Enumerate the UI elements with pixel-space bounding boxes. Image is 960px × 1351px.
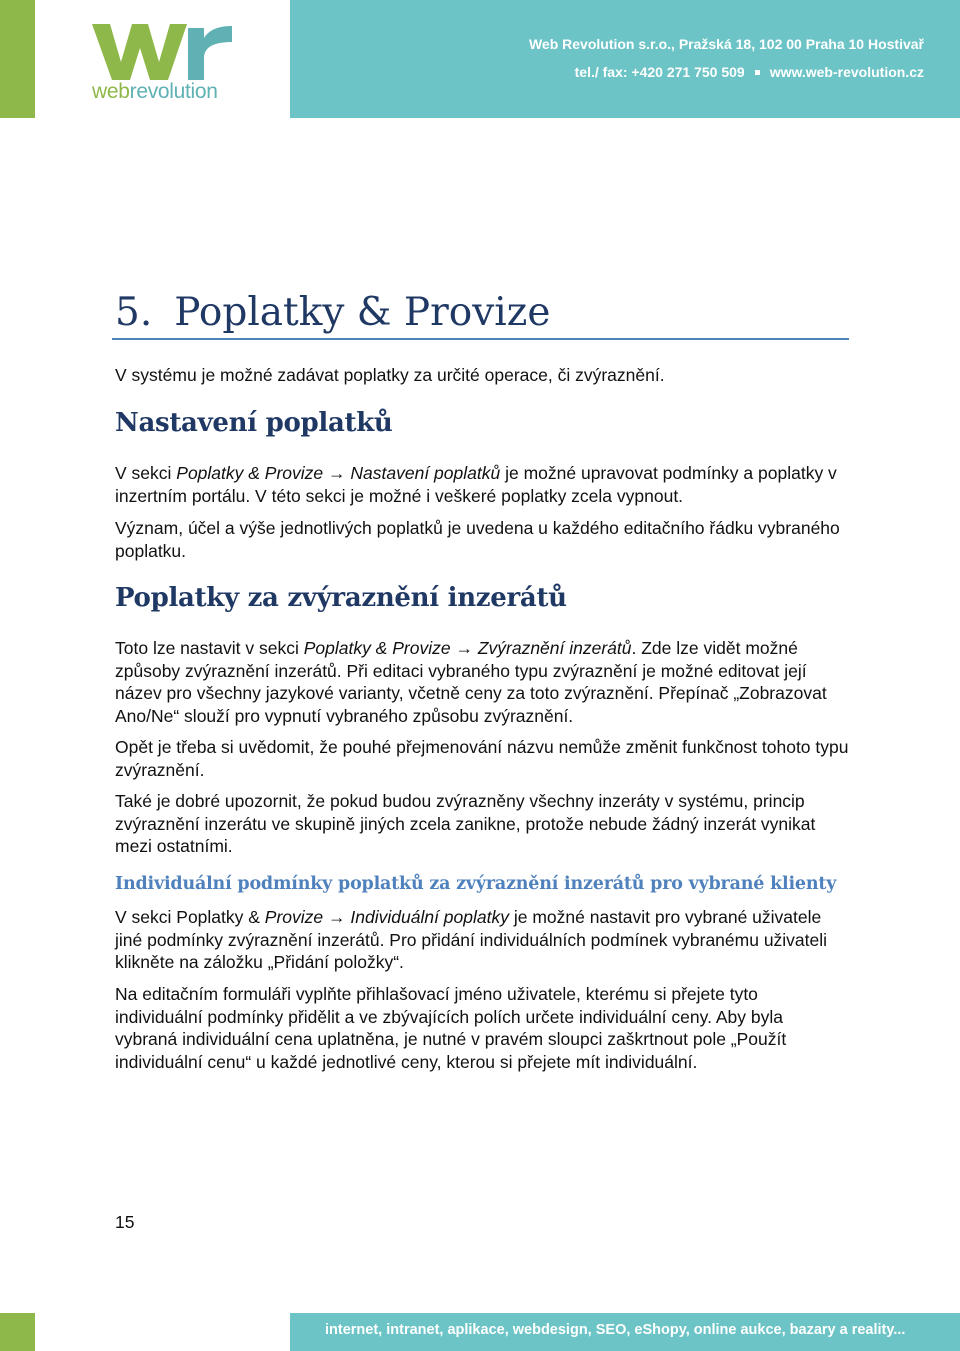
arrow-right-icon: →: [328, 463, 346, 483]
section1-paragraph-2: Význam, účel a výše jednotlivých poplatků je uvedena u každého editačního řádku vybraného poplatku.: [115, 518, 840, 561]
section2-paragraph-3: Také je dobré upozornit, že pokud budou zvýrazněny všechny inzeráty v systému, princip zvýraznění inzerátu ve skupině jiných zcela zanikne, protože nebude žádný inzerát vynikat mezi ostatními.: [115, 791, 816, 856]
chapter-number: 5.: [115, 290, 153, 335]
text-run: je možné upravovat podmínky a poplatky v inzertním portálu. V této sekci je možné i veškeré poplatky zcela vypnout.: [115, 463, 837, 506]
section1-paragraph-1: [115, 462, 850, 507]
section-title-nastaveni: Nastavení poplatků: [115, 408, 393, 438]
chapter-title: [115, 290, 550, 335]
arrow-right-icon: →: [455, 638, 473, 658]
text-run: Toto lze nastavit v sekci: [115, 638, 304, 658]
header-teal-bar: [290, 0, 960, 118]
section3-paragraph-1: [115, 906, 850, 974]
menu-path-2: Nastavení poplatků: [350, 463, 501, 483]
menu-path-1: Poplatky & Provize: [303, 638, 451, 658]
separator-bullet: [755, 70, 760, 75]
subsection-title-individualni: Individuální podmínky poplatků za zvýraznění inzerátů pro vybrané klienty: [115, 874, 837, 894]
intro-paragraph: V systému je možné zadávat poplatky za určité operace, či zvýraznění.: [115, 365, 665, 385]
section-title-zvyrazneni: Poplatky za zvýraznění inzerátů: [115, 583, 567, 613]
text-run: V sekci Poplatky &: [115, 907, 265, 927]
section2-paragraph-1: [115, 637, 850, 727]
footer-green-bar: [0, 1313, 35, 1351]
menu-path-2: Individuální poplatky: [350, 907, 509, 927]
chapter-underline: [112, 338, 849, 340]
arrow-right-icon: →: [328, 907, 346, 927]
menu-path-1: Provize: [264, 907, 324, 927]
company-contact: [575, 64, 924, 80]
menu-path-2: Zvýraznění inzerátů: [477, 638, 632, 658]
section3-paragraph-2: Na editačním formuláři vyplňte přihlašovací jméno uživatele, kterému si přejete tyto individuální podmínky přidělit a ve zbývajících polích určete individuální ceny. Aby byla vybraná individuální cena uplatněna, je nutné v pravém sloupci zaškrtnout pole „Použít individuální cenu“ u každé jednotlivé ceny, kterou si přejete mít individuální.: [115, 984, 787, 1072]
logo-text-web: web: [92, 80, 130, 103]
page-number: 15: [115, 1212, 135, 1232]
company-address: Web Revolution s.r.o., Pražská 18, 102 00 Praha 10 Hostivař: [528, 36, 924, 52]
text-run: je možné nastavit pro vybrané uživatele jiné podmínky zvýraznění inzerátů. Pro přidání individuálních podmínek vybranému uživateli klikněte na záložku „Přidání položky“.: [115, 907, 828, 972]
text-run: . Zde lze vidět možné způsoby zvýraznění inzerátů. Při editaci vybraného typu zvýraznění je možné editovat její název pro všechny jazykové varianty, včetně ceny za toto zvýraznění. Přepínač „Zobrazovat Ano/Ne“ slouží pro vypnutí vybraného způsobu zvýraznění.: [115, 638, 827, 726]
text-run: V sekci: [115, 463, 177, 483]
chapter-title-text: Poplatky & Provize: [174, 290, 551, 335]
company-website[interactable]: www.web-revolution.cz: [769, 64, 924, 80]
menu-path-1: Poplatky & Provize: [176, 463, 324, 483]
logo-text-revolution: revolution: [129, 80, 218, 103]
logo-text: [92, 80, 218, 104]
header-green-bar: [0, 0, 35, 118]
footer-services: internet, intranet, aplikace, webdesign, SEO, eShopy, online aukce, bazary a reality...: [325, 1322, 906, 1338]
company-phone: tel./ fax: +420 271 750 509: [574, 64, 745, 80]
section2-paragraph-2: Opět je třeba si uvědomit, že pouhé přejmenování názvu nemůže změnit funkčnost tohoto typu zvýraznění.: [115, 737, 849, 780]
